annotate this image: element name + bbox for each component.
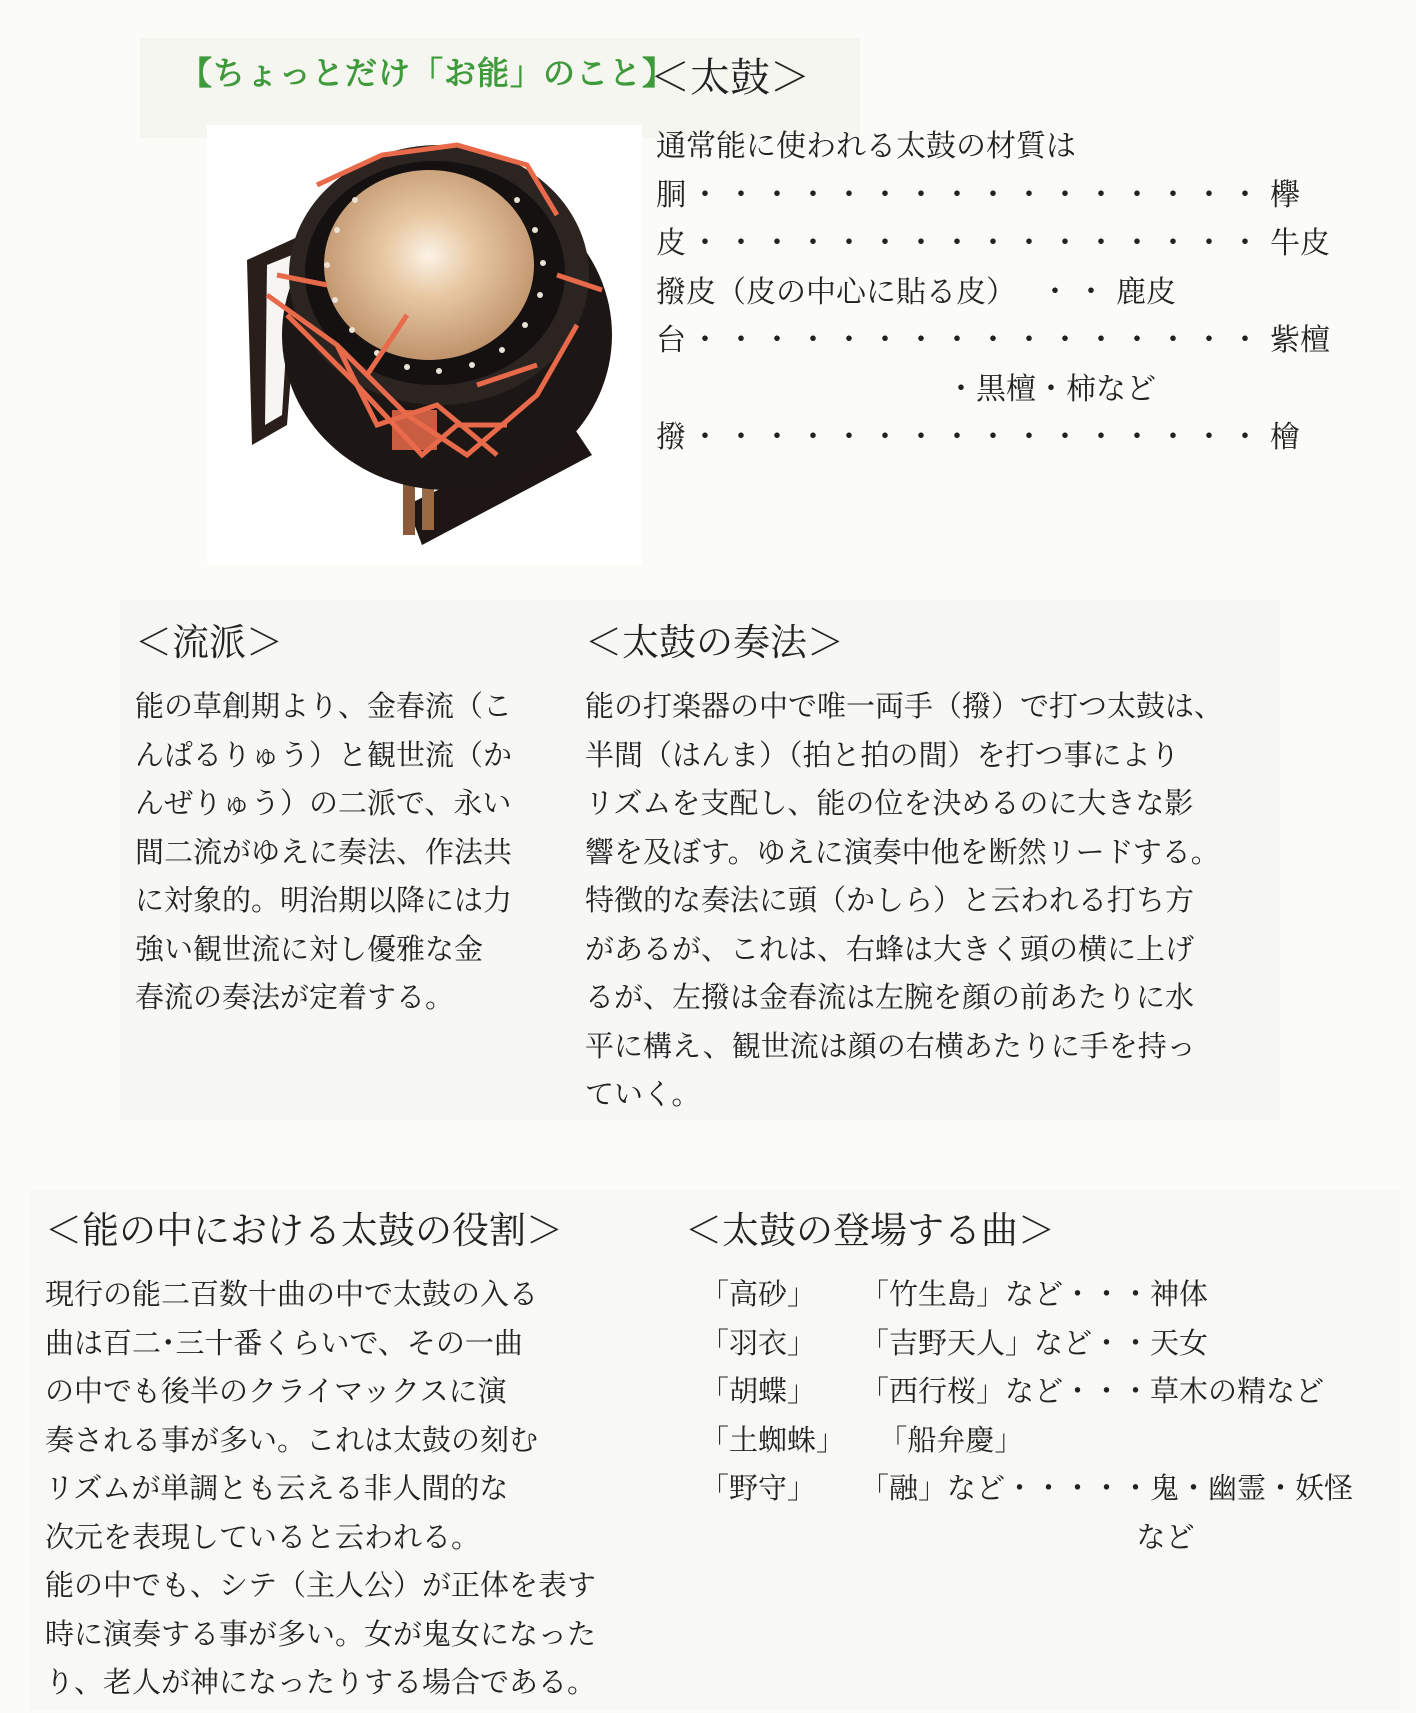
text-line: 響を及ぼす。ゆえに演奏中他を断然リードする。 bbox=[585, 834, 1220, 869]
song-row bbox=[700, 1367, 1353, 1416]
material-name: 撥皮（皮の中心に貼る皮） bbox=[656, 274, 1016, 310]
leader-dots: ・・・・・・・・・・・・・・・・ bbox=[690, 420, 1266, 455]
material-value: 鹿皮 bbox=[1116, 274, 1176, 310]
text-line: 曲は百二･三十番くらいで、その一曲 bbox=[45, 1325, 523, 1360]
song-detail: 「船弁慶」 bbox=[860, 1422, 1024, 1457]
material-name: 台 bbox=[656, 323, 686, 358]
text-line: 現行の能二百数十曲の中で太鼓の入る bbox=[45, 1277, 539, 1311]
song-name: 「高砂」 bbox=[700, 1277, 817, 1311]
song-name: 「野守」 bbox=[700, 1471, 817, 1505]
song-detail: 「吉野天人」など・・天女 bbox=[860, 1325, 1209, 1360]
material-value: 紫檀 bbox=[1270, 323, 1330, 358]
text-line: んぱるりゅう）と観世流（か bbox=[135, 737, 513, 772]
song-row bbox=[700, 1464, 1353, 1513]
material-row bbox=[656, 172, 1300, 221]
text-line: 能の中でも、シテ（主人公）が正体を表す bbox=[45, 1568, 597, 1602]
text-line: 強い観世流に対し優雅な金 bbox=[135, 931, 484, 966]
song-name: 「胡蝶」 bbox=[700, 1374, 817, 1408]
material-row bbox=[656, 317, 1330, 366]
material-name: 撥 bbox=[656, 420, 686, 455]
material-row bbox=[656, 414, 1300, 463]
song-row bbox=[700, 1416, 1353, 1465]
song-name: 「羽衣」 bbox=[700, 1325, 817, 1360]
song-row bbox=[700, 1513, 1353, 1562]
materials-intro: 通常能に使われる太鼓の材質は bbox=[656, 129, 1076, 164]
material-row bbox=[656, 269, 1176, 318]
leader-dots: ・・ bbox=[1040, 274, 1112, 310]
song-detail: 「西行桜」など・・・草木の精など bbox=[860, 1374, 1325, 1408]
role-title: ＜能の中における太鼓の役割＞ bbox=[45, 1209, 563, 1252]
material-value: 檜 bbox=[1270, 420, 1300, 455]
text-line: り、老人が神になったりする場合である。 bbox=[45, 1665, 597, 1699]
song-detail: 「竹生島」など・・・神体 bbox=[860, 1277, 1209, 1311]
leader-dots: ・・・・・・・・・・・・・・・・ bbox=[690, 226, 1266, 261]
text-line: に対象的。明治期以降には力 bbox=[135, 883, 513, 917]
songs-title: ＜太鼓の登場する曲＞ bbox=[685, 1209, 1055, 1252]
text-line: 春流の奏法が定着する。 bbox=[135, 980, 455, 1014]
materials-list bbox=[656, 123, 1330, 463]
song-name bbox=[700, 1513, 860, 1562]
text-line: 奏される事が多い。これは太鼓の刻む bbox=[45, 1422, 539, 1457]
material-row bbox=[656, 220, 1330, 269]
leader-dots: ・・・・・・・・・・・・・・・・ bbox=[690, 177, 1266, 213]
material-value: 牛皮 bbox=[1270, 226, 1330, 261]
material-name: 皮 bbox=[656, 226, 686, 261]
text-line: 次元を表現していると云われる。 bbox=[45, 1519, 481, 1554]
text-line: の中でも後半のクライマックスに演 bbox=[45, 1374, 507, 1408]
page-title: ＜太鼓＞ bbox=[650, 55, 810, 101]
song-name: 「土蜘蛛」 bbox=[700, 1422, 846, 1457]
songs-list bbox=[700, 1270, 1353, 1561]
text-line: 時に演奏する事が多い。女が鬼女になった bbox=[45, 1616, 597, 1651]
soho-body bbox=[585, 682, 1275, 1119]
material-value: 欅 bbox=[1270, 177, 1300, 213]
text-line: 能の打楽器の中で唯一両手（撥）で打つ太鼓は、 bbox=[585, 689, 1224, 723]
role-body bbox=[45, 1270, 665, 1707]
section-tag: 【ちょっとだけ「お能」のこと】 bbox=[180, 54, 676, 92]
material-name: 胴 bbox=[656, 177, 686, 213]
text-line: 間二流がゆえに奏法、作法共 bbox=[135, 834, 513, 869]
text-line: があるが、これは、右蜂は大きく頭の横に上げ bbox=[585, 931, 1195, 966]
text-line: ていく。 bbox=[585, 1077, 701, 1111]
text-line: リズムが単調とも云える非人間的な bbox=[45, 1471, 509, 1505]
song-detail: 「融」など・・・・・鬼・幽霊・妖怪 bbox=[860, 1471, 1354, 1505]
taiko-photo bbox=[207, 125, 642, 565]
soho-title: ＜太鼓の奏法＞ bbox=[585, 621, 844, 664]
ryuha-title: ＜流派＞ bbox=[135, 621, 283, 664]
text-line: るが、左撥は金春流は左腕を顔の前あたりに水 bbox=[585, 980, 1195, 1014]
text-line: 能の草創期より、金春流（こ bbox=[135, 689, 513, 723]
song-row bbox=[700, 1319, 1353, 1368]
ryuha-body bbox=[135, 682, 555, 1022]
text-line: 半間（はんま）（拍と拍の間）を打つ事により bbox=[585, 737, 1180, 772]
material-extra: ・黒檀・柿など bbox=[946, 371, 1156, 407]
text-line: 特徴的な奏法に頭（かしら）と云われる打ち方 bbox=[585, 883, 1195, 917]
text-line: 平に構え、観世流は顔の右横あたりに手を持っ bbox=[585, 1028, 1196, 1063]
song-detail: など bbox=[860, 1519, 1195, 1554]
text-line: んぜりゅう）の二派で、永い bbox=[135, 786, 512, 820]
text-line: リズムを支配し、能の位を決めるのに大きな影 bbox=[585, 786, 1194, 820]
song-row bbox=[700, 1270, 1353, 1319]
leader-dots: ・・・・・・・・・・・・・・・・ bbox=[690, 323, 1266, 358]
